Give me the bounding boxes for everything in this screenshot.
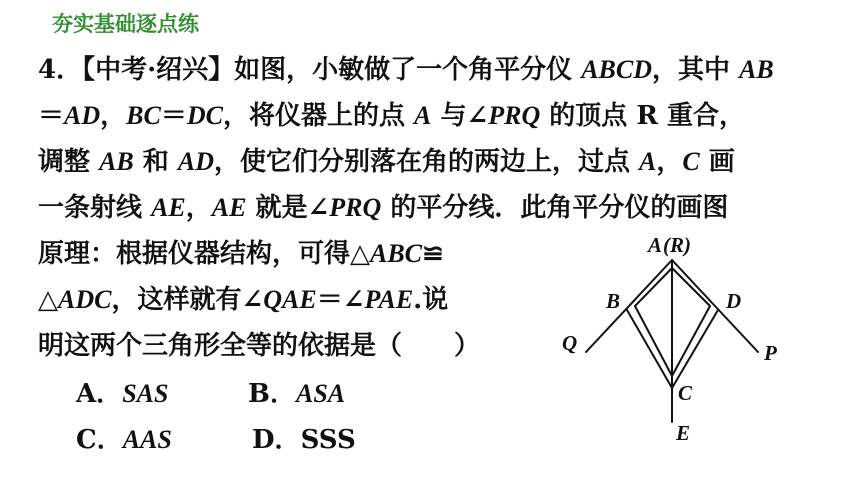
text: 画 bbox=[699, 147, 735, 177]
math-DC: DC bbox=[186, 101, 223, 130]
label-A: A bbox=[648, 233, 663, 257]
side-BC-outer bbox=[627, 310, 672, 388]
question-number: 4 bbox=[38, 55, 57, 85]
question-line-3 bbox=[38, 146, 735, 178]
math-PRQ: PRQ bbox=[329, 193, 382, 222]
option-letter: C． bbox=[76, 425, 123, 455]
math-C: C bbox=[682, 147, 700, 176]
question-line-4 bbox=[38, 192, 728, 224]
text: ，其中 bbox=[652, 55, 740, 85]
text: ＝ bbox=[38, 101, 65, 131]
question-line-6 bbox=[38, 284, 448, 316]
math-ADC: ADC bbox=[58, 285, 112, 314]
label-Q: Q bbox=[562, 331, 578, 355]
option-letter: D． bbox=[252, 425, 301, 455]
text: ，这样就有∠ bbox=[111, 285, 264, 315]
math-BC: BC bbox=[126, 101, 161, 130]
text: .说 bbox=[413, 285, 449, 315]
text: ，使它们分别落在角的两边上，过点 bbox=[213, 147, 640, 177]
side-AD-inner bbox=[672, 268, 710, 306]
math-ABC: ABC bbox=[370, 239, 423, 268]
math-AD: AD bbox=[64, 101, 101, 130]
question-line-7 bbox=[38, 330, 480, 362]
text: 调整 bbox=[38, 147, 100, 177]
label-D: D bbox=[726, 289, 742, 313]
text: 原理：根据仪器结构，可得△ bbox=[38, 239, 370, 269]
option-text: SSS bbox=[300, 425, 356, 455]
math-AE: AE bbox=[211, 193, 247, 222]
text: 与∠ bbox=[431, 101, 489, 131]
option-a[interactable] bbox=[76, 378, 168, 410]
option-text: AAS bbox=[122, 425, 172, 454]
option-letter: B． bbox=[248, 379, 296, 409]
math-AD: AD bbox=[177, 147, 214, 176]
label-E: E bbox=[676, 421, 691, 445]
math-PRQ: PRQ bbox=[488, 101, 541, 130]
option-text: ASA bbox=[295, 379, 346, 408]
math-AB: AB bbox=[99, 147, 134, 176]
question-line-1 bbox=[38, 54, 774, 86]
text: ，将仪器上的点 bbox=[222, 101, 415, 131]
math-AB: AB bbox=[739, 55, 774, 84]
text: ≌ bbox=[422, 239, 444, 269]
side-DC-inner bbox=[672, 306, 710, 376]
text: 的平分线．此角平分仪的画图 bbox=[381, 193, 729, 223]
math-AE: AE bbox=[151, 193, 186, 222]
text: △ bbox=[38, 285, 58, 315]
text: ＝∠ bbox=[316, 285, 365, 315]
text: 明这两个三角形全等的依据是（ ） bbox=[38, 331, 481, 361]
ray-AP bbox=[672, 260, 758, 352]
question-source: ．【中考·绍兴】 bbox=[56, 55, 235, 85]
text: 一条射线 bbox=[38, 193, 152, 223]
text: ， bbox=[656, 147, 683, 177]
math-A: A bbox=[414, 101, 432, 130]
math-ABCD: ABCD bbox=[581, 55, 653, 84]
math-QAE: QAE bbox=[263, 285, 317, 314]
question-line-5 bbox=[38, 238, 444, 270]
math-PAE: PAE bbox=[364, 285, 414, 314]
text: ＝ bbox=[160, 101, 187, 131]
ray-AQ bbox=[586, 260, 672, 352]
label-B: B bbox=[606, 289, 621, 313]
side-BC-inner bbox=[635, 306, 672, 376]
label-R: (R) bbox=[663, 233, 691, 257]
text: ， bbox=[100, 101, 127, 131]
angle-bisector-figure bbox=[560, 232, 790, 454]
option-b[interactable] bbox=[248, 378, 345, 410]
text: ， bbox=[185, 193, 212, 223]
text: 和 bbox=[133, 147, 178, 177]
label-C: C bbox=[678, 381, 693, 405]
side-AB-inner bbox=[635, 268, 672, 306]
math-A: A bbox=[639, 147, 657, 176]
option-letter: A． bbox=[76, 379, 123, 409]
label-P: P bbox=[764, 341, 777, 365]
section-header: 夯实基础逐点练 bbox=[52, 12, 199, 36]
figure-lines bbox=[586, 260, 758, 422]
option-d[interactable] bbox=[252, 424, 356, 456]
text: 的顶点 R 重合， bbox=[540, 101, 745, 131]
option-c[interactable] bbox=[76, 424, 172, 456]
text: 如图，小敏做了一个角平分仪 bbox=[234, 55, 582, 85]
side-DC-outer bbox=[672, 310, 718, 388]
text: 就是∠ bbox=[246, 193, 330, 223]
option-text: SAS bbox=[122, 379, 169, 408]
question-line-2 bbox=[38, 100, 745, 132]
